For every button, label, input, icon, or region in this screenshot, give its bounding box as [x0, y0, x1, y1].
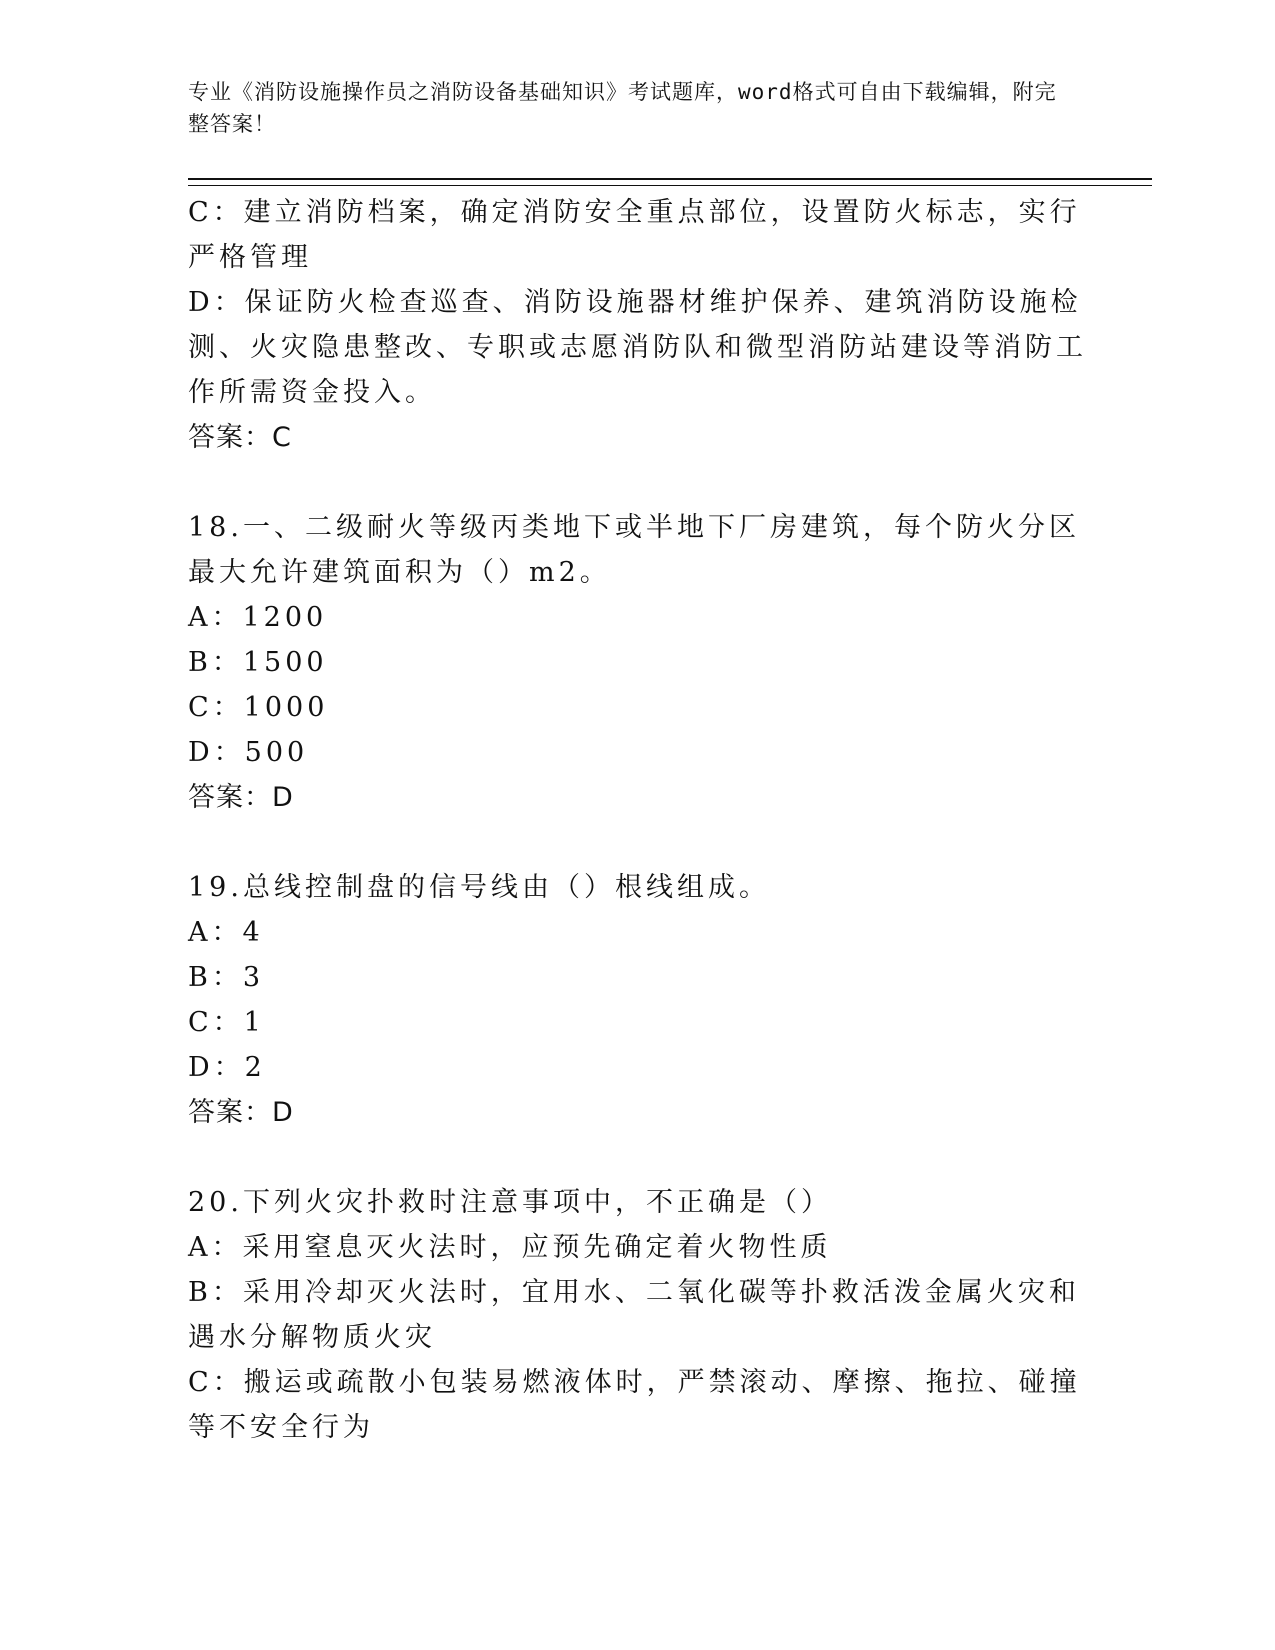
page-header [188, 76, 1078, 140]
question-18 [188, 505, 1088, 820]
question-20 [188, 1180, 1088, 1450]
header-text: 专业《消防设施操作员之消防设备基础知识》考试题库，word格式可自由下载编辑，附完整答案！ [188, 80, 1057, 136]
question-stem: 19.总线控制盘的信号线由（）根线组成。 [188, 872, 770, 903]
header-divider [188, 178, 1152, 186]
option-b: B：采用冷却灭火法时，宜用水、二氧化碳等扑救活泼金属火灾和遇水分解物质火灾 [188, 1277, 1080, 1353]
option-a: A：1200 [188, 602, 328, 633]
option-d: D：500 [188, 737, 309, 768]
option-a: A：4 [188, 917, 264, 948]
answer-label: 答案：C [188, 422, 292, 453]
question-stem: 20.下列火灾扑救时注意事项中，不正确是（） [188, 1187, 832, 1218]
option-c: C：1 [188, 1007, 265, 1038]
question-stem: 18.一、二级耐火等级丙类地下或半地下厂房建筑，每个防火分区最大允许建筑面积为（）m2。 [188, 512, 1080, 588]
option-c: C：建立消防档案，确定消防安全重点部位，设置防火标志，实行严格管理 [188, 197, 1081, 273]
question-19 [188, 865, 1088, 1135]
option-c: C：1000 [188, 692, 329, 723]
document-body [188, 190, 1088, 1450]
option-d: D：2 [188, 1052, 266, 1083]
answer-label: 答案：D [188, 1097, 294, 1128]
option-b: B：3 [188, 962, 265, 993]
continued-question [188, 190, 1088, 460]
option-b: B：1500 [188, 647, 328, 678]
option-c: C：搬运或疏散小包装易燃液体时，严禁滚动、摩擦、拖拉、碰撞等不安全行为 [188, 1367, 1081, 1443]
option-d: D：保证防火检查巡查、消防设施器材维护保养、建筑消防设施检测、火灾隐患整改、专职或志愿消防队和微型消防站建设等消防工作所需资金投入。 [188, 287, 1087, 408]
answer-label: 答案：D [188, 782, 294, 813]
option-a: A：采用窒息灭火法时，应预先确定着火物性质 [188, 1232, 832, 1263]
